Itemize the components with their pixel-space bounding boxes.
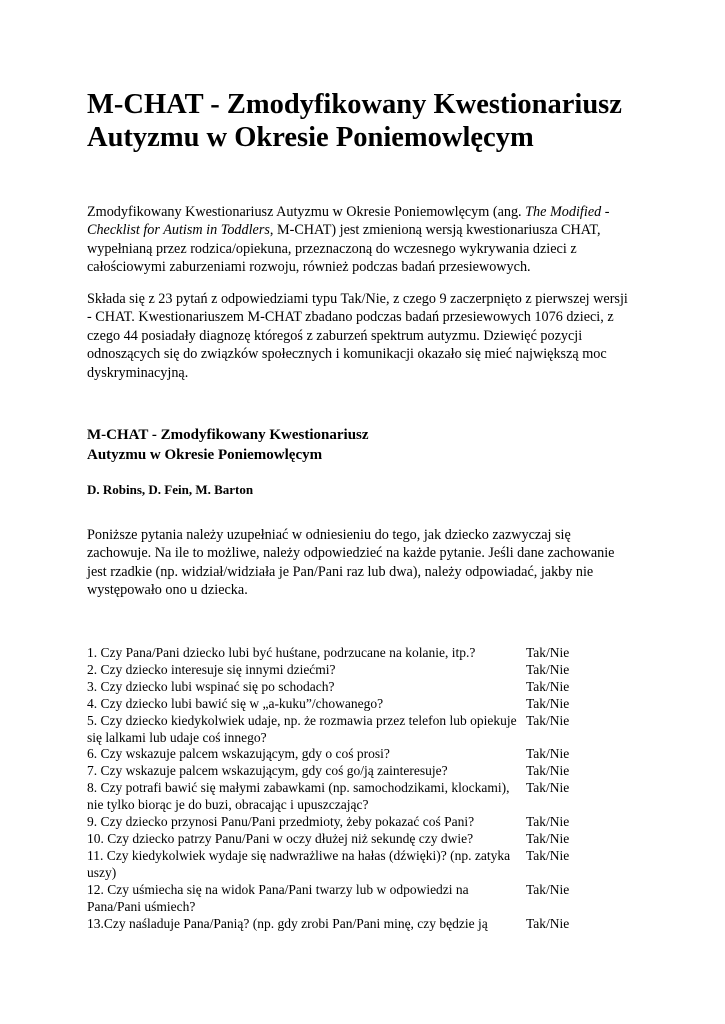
- question-row: [87, 679, 587, 696]
- question-text: 3. Czy dziecko lubi wspinać się po schodach?: [87, 678, 335, 694]
- answer-option: Tak/Nie: [526, 881, 570, 897]
- question-text: 6. Czy wskazuje palcem wskazującym, gdy o coś prosi?: [87, 746, 390, 762]
- answer-option: Tak/Nie: [526, 763, 570, 779]
- question-text: 8. Czy potrafi bawić się małymi zabawkami (np. samochodzikami, klockami), nie tylko biorąc je do buzi, obracając i upuszczając?: [87, 780, 510, 813]
- question-row: [87, 713, 587, 747]
- question-text: 1. Czy Pana/Pani dziecko lubi być huśtane, podrzucane na kolanie, itp.?: [87, 645, 476, 660]
- answer-option: Tak/Nie: [526, 830, 570, 846]
- question-text: 13.Czy naśladuje Pana/Panią? (np. gdy zrobi Pan/Pani minę, czy będzie ją: [87, 915, 488, 931]
- question-row: [87, 814, 587, 831]
- answer-option: Tak/Nie: [526, 712, 570, 728]
- authors-line: D. Robins, D. Fein, M. Barton: [87, 482, 254, 497]
- intro-paragraph: [87, 203, 632, 277]
- answer-option: Tak/Nie: [526, 695, 570, 711]
- answer-option: Tak/Nie: [526, 645, 570, 660]
- question-text: 12. Czy uśmiecha się na widok Pana/Pani twarzy lub w odpowiedzi na Pana/Pani uśmiech?: [87, 881, 469, 914]
- question-text: 11. Czy kiedykolwiek wydaje się nadwrażliwe na hałas (dźwięki)? (np. zatyka uszy): [87, 847, 511, 880]
- title-line-1: M-CHAT - Zmodyfikowany Kwestionariusz: [87, 89, 622, 120]
- question-text: 4. Czy dziecko lubi bawić się w „a-kuku”/chowanego?: [87, 695, 384, 711]
- question-row: [87, 662, 587, 679]
- question-row: [87, 916, 587, 933]
- question-row: [87, 848, 587, 882]
- intro-text-2: , M-CHAT) jest zmienioną wersją kwestionariusza CHAT, wypełnianą przez rodzica/opiekuna, przeznaczoną do wczesnego wykrywania dzieci z całościowymi zaburzeniami rozwoju, również podczas badań przesiewowych.: [87, 222, 601, 276]
- instructions-paragraph: Poniższe pytania należy uzupełniać w odniesieniu do tego, jak dziecko zazwyczaj się zachowuje. Na ile to możliwe, należy odpowiedzieć na każde pytanie. Jeśli dane zachowanie jest rzadkie (np. widział/widziała je Pan/Pani raz lub dwa), należy odpowiadać, jakby nie występowało ono u dziecka.: [87, 527, 615, 599]
- question-row: [87, 645, 587, 662]
- question-row: [87, 831, 587, 848]
- question-text: 2. Czy dziecko interesuje się innymi dziećmi?: [87, 661, 336, 677]
- document-title: [87, 88, 647, 154]
- question-text: 5. Czy dziecko kiedykolwiek udaje, np. że rozmawia przez telefon lub opiekuje się lalkami lub udaje coś innego?: [87, 712, 517, 745]
- subtitle-line-2: Autyzmu w Okresie Poniemowlęcym: [87, 447, 323, 463]
- question-text: 10. Czy dziecko patrzy Panu/Pani w oczy dłużej niż sekundę czy dwie?: [87, 830, 474, 846]
- answer-option: Tak/Nie: [526, 678, 570, 694]
- answer-option: Tak/Nie: [526, 814, 570, 830]
- question-row: [87, 763, 587, 780]
- question-row: [87, 696, 587, 713]
- question-row: [87, 780, 587, 814]
- composition-paragraph: Składa się z 23 pytań z odpowiedziami typu Tak/Nie, z czego 9 zaczerpnięto z pierwszej wersji - CHAT. Kwestionariuszem M-CHAT zbadano podczas badań przesiewowych 1076 dzieci, z czego 44 posiadały diagnozę któregoś z zaburzeń spektrum autyzmu. Dziewięć pozycji odnoszących się do związków społecznych i komunikacji okazało się mieć największą moc dyskryminacyjną.: [87, 291, 628, 381]
- answer-option: Tak/Nie: [526, 661, 570, 677]
- answer-option: Tak/Nie: [526, 847, 570, 863]
- answer-option: Tak/Nie: [526, 915, 570, 931]
- title-line-2: Autyzmu w Okresie Poniemowlęcym: [87, 122, 534, 153]
- intro-english-title: The Modified - Checklist for Autism in Toddlers: [87, 204, 610, 239]
- answer-option: Tak/Nie: [526, 746, 570, 762]
- intro-text-1: Zmodyfikowany Kwestionariusz Autyzmu w Okresie Poniemowlęcym (ang.: [87, 204, 526, 220]
- question-row: [87, 882, 587, 916]
- question-text: 9. Czy dziecko przynosi Panu/Pani przedmioty, żeby pokazać coś Pani?: [87, 814, 475, 830]
- questionnaire-title: [87, 425, 369, 465]
- question-row: [87, 746, 587, 763]
- subtitle-line-1: M-CHAT - Zmodyfikowany Kwestionariusz: [87, 427, 369, 443]
- question-text: 7. Czy wskazuje palcem wskazującym, gdy coś go/ją zainteresuje?: [87, 763, 448, 779]
- question-list: [87, 645, 587, 932]
- answer-option: Tak/Nie: [526, 780, 570, 796]
